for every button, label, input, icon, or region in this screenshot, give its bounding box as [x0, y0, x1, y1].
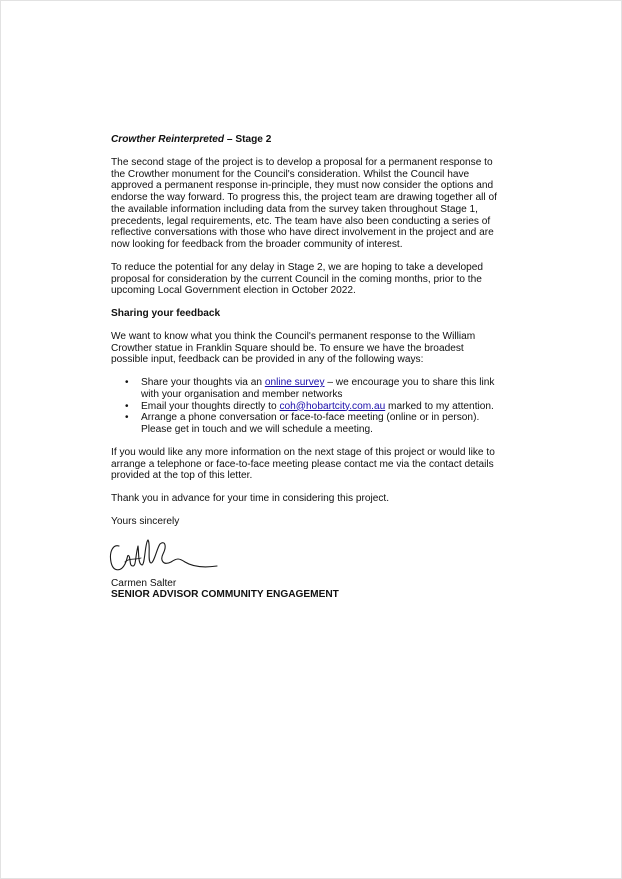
signatory-title: SENIOR ADVISOR COMMUNITY ENGAGEMENT [111, 589, 339, 601]
paragraph-stage2-intro: The second stage of the project is to develop a proposal for a permanent response to the Crowther monument for the Council's consideration. Whilst the Council have approved a permanent response in-principle, they must now consider the options and endorse the way forward. To progress this, the project team are drawing together all of the available information including data from the survey taken throughout Stage 1, precedents, legal requirements, etc. The team have also been conducting a series of reflective conversations with those who have direct involvement in the project and are now looking for feedback from the broader community of interest. [111, 156, 497, 250]
subheading-feedback: Sharing your feedback [111, 308, 221, 319]
email-link[interactable]: coh@hobartcity.com.au [279, 400, 386, 412]
paragraph-contact: If you would like any more information on the next stage of this project or would like to arrange a telephone or face-to-face meeting please contact me via the contact details provided at the top of this letter. [111, 446, 495, 482]
signatory-name: Carmen Salter [111, 577, 177, 589]
letter-body [111, 134, 501, 601]
list-item: • Email your thoughts directly to coh@hobartcity.com.au marked to my attention. [125, 400, 494, 412]
bullet-icon: • [125, 400, 129, 412]
list-item: • Share your thoughts via an online survey – we encourage you to share this link with your organisation and member networks [125, 377, 495, 400]
paragraph-timing: To reduce the potential for any delay in Stage 2, we are hoping to take a developed proposal for consideration by the current Council in the coming months, prior to the upcoming Local Government election in October 2022. [111, 261, 484, 297]
feedback-options-list [111, 377, 501, 436]
paragraph-feedback-intro: We want to know what you think the Council's permanent response to the William Crowther statue in Franklin Square should be. To ensure we have the broadest possible input, feedback can be provided in any of the following ways: [111, 330, 476, 366]
heading-italic: Crowther Reinterpreted [111, 134, 225, 145]
heading-stage: – Stage 2 [224, 134, 272, 145]
signoff: Yours sincerely [111, 515, 180, 527]
list-item: • Arrange a phone conversation or face-to-face meeting (online or in person). Please get in touch and we will schedule a meeting. [125, 412, 480, 435]
bullet-icon: • [125, 377, 129, 388]
bullet-icon: • [125, 412, 129, 424]
handwritten-signature [105, 532, 223, 576]
paragraph-thanks: Thank you in advance for your time in considering this project. [111, 493, 390, 504]
online-survey-link[interactable]: online survey [264, 377, 325, 388]
section-heading [111, 134, 501, 146]
